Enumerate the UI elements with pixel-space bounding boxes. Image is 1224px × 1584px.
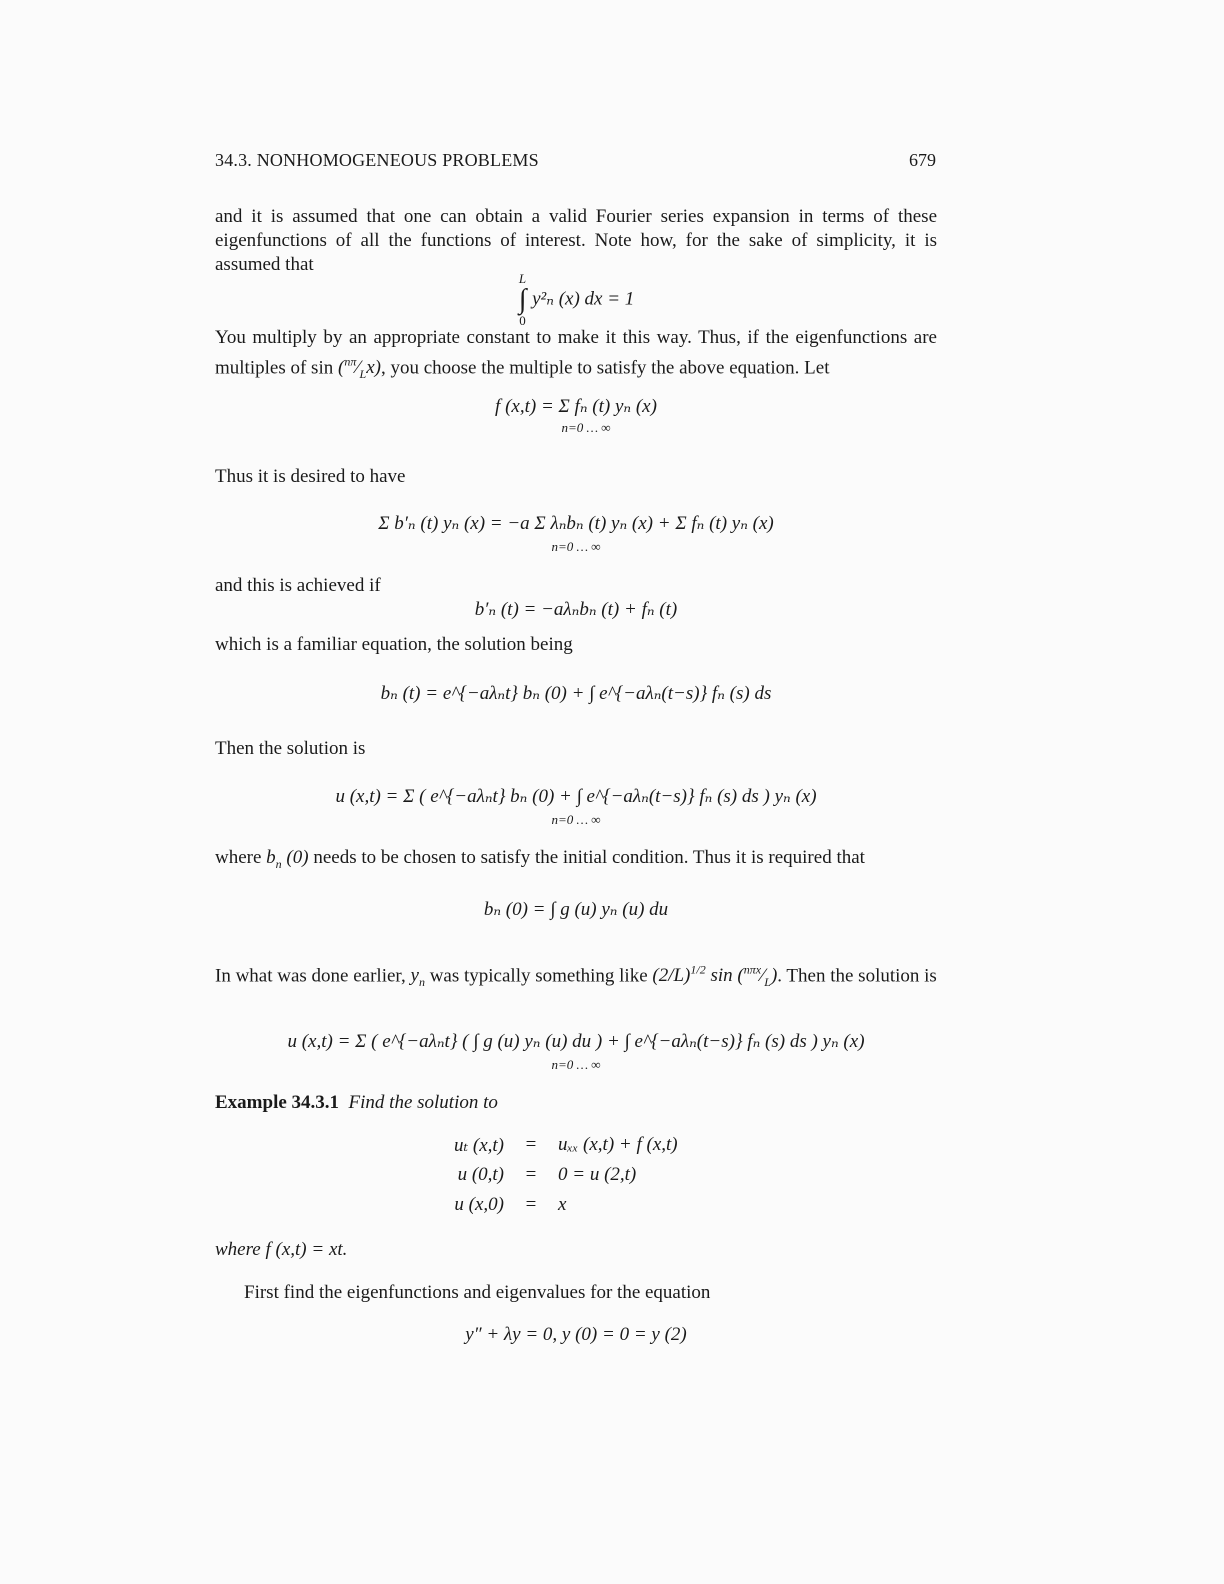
paragraph-5: which is a familiar equation, the solution being [215,634,573,655]
paragraph-2 [215,326,937,386]
equation-text: b′ₙ (t) = −aλₙbₙ (t) + fₙ (t) [474,599,678,620]
system-rhs: uₓₓ (x,t) + f (x,t) [558,1134,678,1155]
paragraph-8 [215,958,937,994]
equation-u-final [215,1030,937,1073]
equation-bn-solution [215,682,937,705]
equation-text: u (x,t) = Σ ( e^{−aλₙt} ( ∫ g (u) yₙ (u) du ) + ∫ e^{−aλₙ(t−s)} fₙ (s) ds ) yₙ (x) [287,1031,865,1052]
system-row [440,1160,678,1190]
system-row [440,1190,678,1220]
equation-text: u (x,t) = Σ ( e^{−aλₙt} bₙ (0) + ∫ e^{−aλₙ(t−s)} fₙ (s) ds ) yₙ (x) [335,786,817,807]
example-text: Find the solution to [348,1092,498,1113]
equation-text: bₙ (t) = e^{−aλₙt} bₙ (0) + ∫ e^{−aλₙ(t−s)} fₙ (s) ds [380,683,772,704]
paragraph-6: Then the solution is [215,738,366,759]
paragraph-2-text-b: , you choose the multiple to satisfy the above equation. Let [380,357,830,379]
system-lhs: u (0,t) [457,1164,504,1185]
sum-limits: n=0 … ∞ [561,420,611,435]
equation-f-expansion [215,395,937,436]
sum-limits: n=0 … ∞ [551,1057,601,1072]
paragraph-2-text-a: You multiply by an appropriate constant to make it this way. Thus, if the eigenfunctions are multiples of sin [215,327,937,379]
paragraph-7 [215,846,937,876]
sum-limits: n=0 … ∞ [551,812,601,827]
yn-formula: $(2/L)^{1/2}$ $\sin (^{n\pi x}⁄_L)$ [652,963,778,990]
paragraph-4: and this is achieved if [215,575,381,596]
system-lhs: u (x,0) [454,1194,504,1215]
equation-text: bₙ (0) = ∫ g (u) yₙ (u) du [483,899,669,920]
equation-text: y²ₙ (x) dx = 1 [532,288,635,310]
paragraph-3: Thus it is desired to have [215,466,406,487]
paragraph-8-text-b: was typically something like [429,965,648,987]
page-number: 679 [909,150,936,170]
example-where: where f (x,t) = xt. [215,1239,348,1260]
bn-zero: $b_n$ (0) [266,847,309,871]
paragraph-9: First find the eigenfunctions and eigenvalues for the equation [244,1282,711,1303]
system-row [440,1130,678,1160]
paragraph-8-text-c: . Then the solution is [777,965,937,987]
sum-limits: n=0 … ∞ [551,539,601,554]
equation-text: f (x,t) = Σ fₙ (t) yₙ (x) [495,396,657,417]
equation-series [215,512,937,555]
sine-argument: $(^{n\pi}⁄_Lx)$ [337,355,381,382]
equation-ode [215,598,937,621]
paragraph-7-text-b: needs to be chosen to satisfy the initial condition. Thus it is required that [313,847,865,868]
example-title: Example 34.3.1 [215,1092,340,1113]
equation-text: Σ b′ₙ (t) yₙ (x) = −a Σ λₙbₙ (t) yₙ (x) + Σ fₙ (t) yₙ (x) [378,513,774,534]
equation-eigen [215,1324,937,1346]
equation-normalization: L ∫ 0 y²ₙ (x) dx = 1 [518,271,635,328]
system-lhs: uₜ (x,t) [453,1134,504,1156]
system-equals: = [525,1194,537,1215]
equation-bn-zero [215,898,937,921]
equation-system [440,1130,678,1220]
paragraph-7-text-a: where [215,847,262,868]
example-header [215,1091,937,1115]
equation-text: y″ + λy = 0, y (0) = 0 = y (2) [465,1324,687,1345]
system-rhs: x [558,1194,567,1215]
equation-u-solution [215,785,937,828]
system-equals: = [525,1134,537,1155]
paragraph-8-text-a: In what was done earlier, [215,965,406,987]
system-equals: = [525,1164,537,1185]
paragraph-1: and it is assumed that one can obtain a valid Fourier series expansion in terms of these eigenfunctions of all the functions of interest. Note how, for the sake of simplicity, it is assumed that [215,206,937,275]
running-header: 34.3. NONHOMOGENEOUS PROBLEMS [215,150,539,170]
system-rhs: 0 = u (2,t) [558,1164,637,1185]
yn-symbol: $y_n$ [410,965,425,990]
